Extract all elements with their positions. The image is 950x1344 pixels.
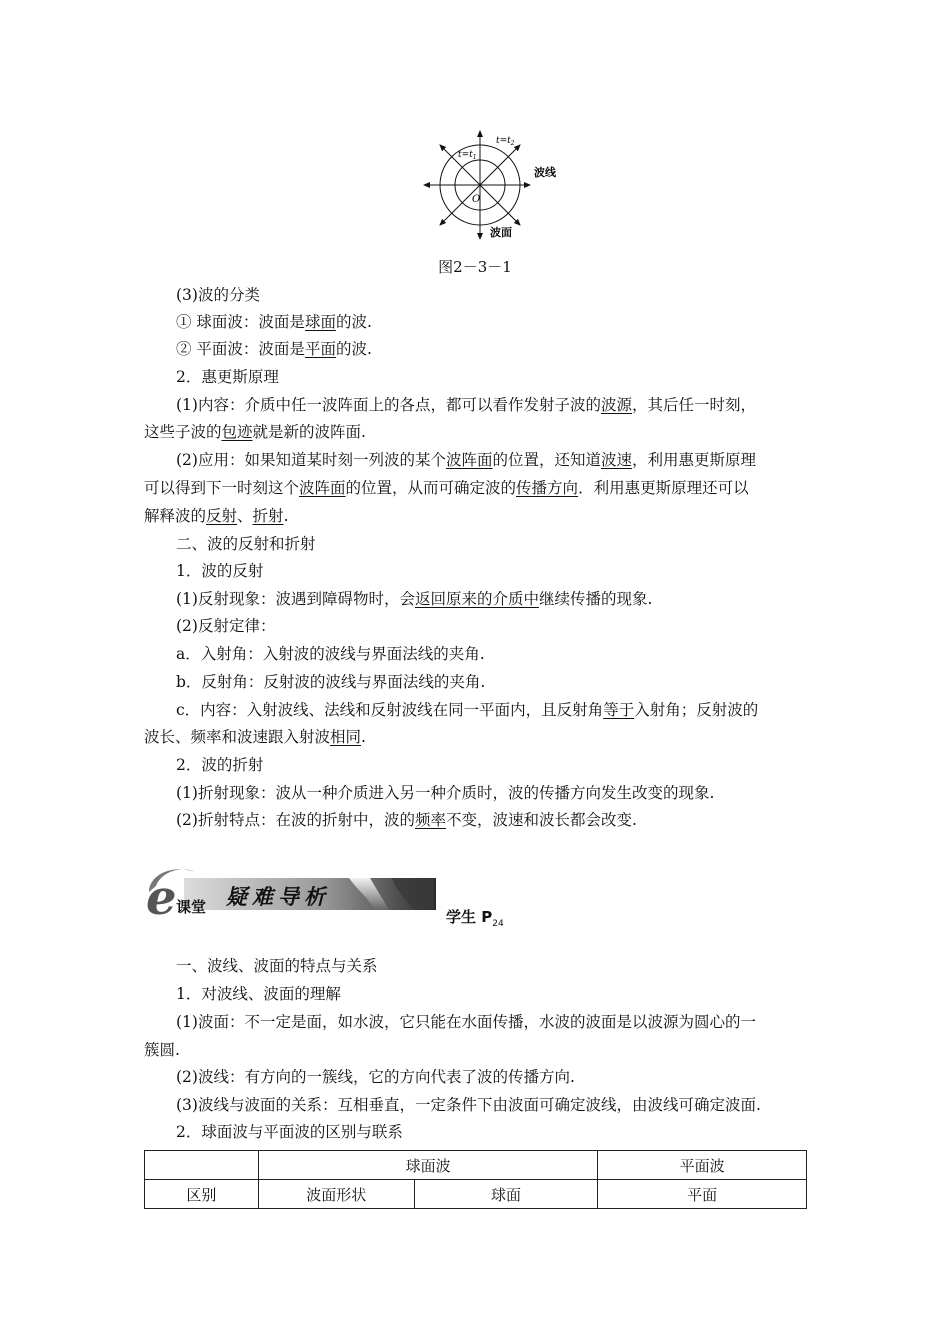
refraction-heading: 2．波的折射 — [176, 756, 264, 774]
table-row — [145, 1180, 807, 1209]
understanding-heading: 1．对波线、波面的理解 — [176, 985, 341, 1003]
label-ray: 波线 — [534, 166, 556, 179]
ray-up-right — [480, 145, 520, 185]
huygens-heading: 2．惠更斯原理 — [176, 368, 279, 386]
banner-ke: 课堂 — [176, 898, 207, 916]
label-front: 波面 — [490, 226, 512, 239]
huygens-app-line2: 可以得到下一时刻这个波阵面的位置，从而可确定波的传播方向．利用惠更斯原理还可以 — [144, 479, 749, 497]
label-origin: O — [472, 194, 481, 205]
wavefront-line1: (1)波面：不一定是面，如水波，它只能在水面传播，水波的波面是以波源为圆心的一 — [176, 1013, 756, 1031]
table-cell-diff: 区别 — [145, 1180, 259, 1209]
figure-caption: 图2－3－1 — [438, 258, 512, 276]
section-banner — [144, 862, 444, 922]
spherical-wave-line: ① 球面波：波面是球面的波. — [176, 313, 372, 331]
plane-wave-line: ② 平面波：波面是平面的波. — [176, 340, 372, 358]
reflection-content-line1: c．内容：入射波线、法线和反射波线在同一平面内，且反射角等于入射角；反射波的 — [176, 701, 759, 719]
table-corner-cell — [145, 1151, 259, 1180]
relation-line: (3)波线与波面的关系：互相垂直，一定条件下由波面可确定波线，由波线可确定波面. — [176, 1096, 761, 1114]
banner-e-logo: e — [146, 870, 177, 922]
wave-line-front-heading: 一、波线、波面的特点与关系 — [176, 957, 378, 975]
wave-diagram — [418, 128, 568, 248]
ray-down-left — [440, 185, 480, 225]
table-cell-shape: 波面形状 — [258, 1180, 414, 1209]
label-t2: $t=t_2$ — [496, 136, 515, 147]
student-page-ref: 学生 $P_{24}$ — [446, 908, 504, 929]
table-cell-sphere: 球面 — [414, 1180, 598, 1209]
huygens-content-line1: (1)内容：介质中任一波阵面上的各点，都可以看作发射子波的波源，其后任一时刻， — [176, 396, 756, 414]
label-t1: $t=t_1$ — [458, 150, 477, 161]
refraction-feature: (2)折射特点：在波的折射中，波的频率不变，波速和波长都会改变. — [176, 811, 637, 829]
table-header-plane: 平面波 — [598, 1151, 807, 1180]
wave-ray-line: (2)波线：有方向的一簇线，它的方向代表了波的传播方向. — [176, 1068, 575, 1086]
classification-heading: (3)波的分类 — [176, 286, 260, 304]
table-cell-plane: 平面 — [598, 1180, 807, 1209]
table-header-row — [145, 1151, 807, 1180]
reflection-phenomenon: (1)反射现象：波遇到障碍物时，会返回原来的介质中继续传播的现象. — [176, 590, 653, 608]
ray-down-right — [480, 185, 520, 225]
banner-title: 疑难导析 — [226, 885, 330, 909]
comparison-table — [144, 1150, 807, 1209]
huygens-app-line3: 解释波的反射、折射. — [144, 507, 289, 525]
refraction-phenomenon: (1)折射现象：波从一种介质进入另一种介质时，波的传播方向发生改变的现象. — [176, 784, 715, 802]
comparison-heading: 2．球面波与平面波的区别与联系 — [176, 1123, 403, 1141]
reflection-law-heading: (2)反射定律： — [176, 617, 276, 635]
reflection-angle: b．反射角：反射波的波线与界面法线的夹角. — [176, 673, 486, 691]
reflection-content-line2: 波长、频率和波速跟入射波相同. — [144, 728, 366, 746]
huygens-content-line2: 这些子波的包迹就是新的波阵面. — [144, 423, 366, 441]
incidence-angle: a．入射角：入射波的波线与界面法线的夹角. — [176, 645, 485, 663]
section-heading-reflection-refraction: 二、波的反射和折射 — [176, 535, 316, 553]
huygens-app-line1: (2)应用：如果知道某时刻一列波的某个波阵面的位置，还知道波速，利用惠更斯原理 — [176, 451, 757, 469]
table-header-sphere: 球面波 — [258, 1151, 597, 1180]
reflection-heading: 1．波的反射 — [176, 562, 264, 580]
wavefront-line2: 簇圆. — [144, 1041, 180, 1059]
